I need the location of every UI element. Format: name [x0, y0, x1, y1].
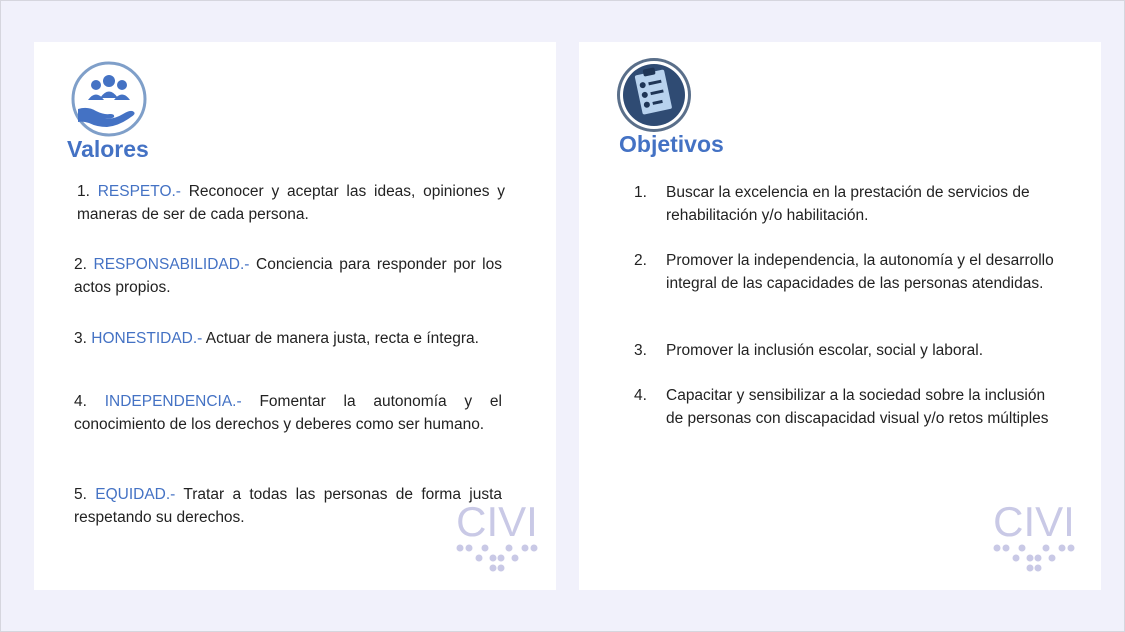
valores-card: [34, 42, 556, 590]
clipboard-checklist-icon: [615, 56, 693, 134]
valores-heading: Valores: [67, 136, 149, 162]
valor-equidad: [74, 483, 502, 529]
valor-text: Actuar de manera justa, recta e íntegra.: [205, 330, 479, 347]
list-number: 1.: [77, 183, 90, 200]
helping-hand-people-icon: [70, 60, 148, 138]
civi-logo-watermark: [452, 501, 542, 577]
list-number: 4.: [74, 393, 87, 410]
list-number: 3.: [634, 342, 647, 359]
objetivo-item: [634, 339, 1054, 362]
civi-logo-text: CIVI: [993, 501, 1075, 545]
valor-respeto: [77, 180, 505, 226]
valor-text: Reconocer y aceptar las ideas, opiniones y maneras de ser de cada persona.: [77, 183, 505, 223]
valor-keyword: RESPETO.-: [97, 183, 181, 200]
valor-text: Tratar a todas las personas de forma justa respetando su derechos.: [74, 486, 502, 526]
objetivo-text: Promover la inclusión escolar, social y laboral.: [666, 342, 984, 359]
valor-responsabilidad: [74, 253, 502, 299]
valor-independencia: [74, 390, 502, 436]
objetivo-text: Capacitar y sensibilizar a la sociedad sobre la inclusión de personas con discapacidad visual y/o retos múltiples: [666, 387, 1049, 427]
valor-keyword: HONESTIDAD.-: [91, 330, 203, 347]
braille-dots-icon: [994, 545, 1075, 572]
valor-text: Fomentar la autonomía y el conocimiento de los derechos y deberes como ser humano.: [74, 393, 502, 433]
objetivo-item: [634, 181, 1054, 227]
list-number: 1.: [634, 184, 647, 201]
objetivo-text: Promover la independencia, la autonomía y el desarrollo integral de las capacidades de las personas atendidas.: [666, 252, 1054, 292]
valor-keyword: RESPONSABILIDAD.-: [93, 256, 250, 273]
list-number: 2.: [74, 256, 87, 273]
braille-dots-icon: [457, 545, 538, 572]
objetivo-item: [634, 249, 1054, 295]
list-number: 4.: [634, 387, 647, 404]
list-number: 2.: [634, 252, 647, 269]
list-number: 5.: [74, 486, 87, 503]
objetivos-card: [579, 42, 1101, 590]
objetivo-item: [634, 384, 1054, 430]
civi-logo-text: CIVI: [456, 501, 538, 545]
objetivos-heading: Objetivos: [619, 131, 724, 157]
valor-keyword: EQUIDAD.-: [95, 486, 176, 503]
objetivo-text: Buscar la excelencia en la prestación de servicios de rehabilitación y/o habilitación.: [666, 184, 1030, 224]
valor-text: Conciencia para responder por los actos propios.: [74, 256, 502, 296]
valor-keyword: INDEPENDENCIA.-: [104, 393, 242, 410]
civi-logo-watermark: [989, 501, 1079, 577]
list-number: 3.: [74, 330, 87, 347]
valor-honestidad: [74, 327, 502, 350]
